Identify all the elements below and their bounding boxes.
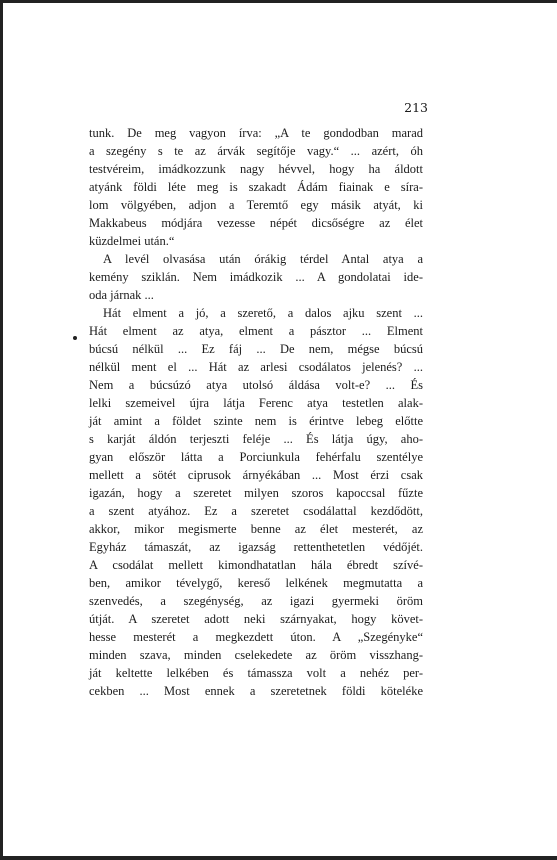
text-line: ját keltette lelkében és támassza volt a nehéz per- [89,666,423,680]
scan-edge-top [0,0,557,3]
text-line: akkor, mikor megismerte benne az élet mesterét, az [89,522,423,536]
scan-edge-bottom [0,856,557,860]
text-line: oda járnak ... [89,288,154,302]
text-line: ját amint a földet szinte nem is érintve lebeg előtte [89,414,423,428]
text-line: cekben ... Most ennek a szeretetnek földi köteléke [89,684,423,698]
text-line: atyánk földi léte meg is szakadt Ádám fiainak e síra- [89,180,423,194]
text-line: küzdelmei után.“ [89,234,175,248]
text-line: lom völgyében, adjon a Teremtő egy másik atyát, ki [89,198,423,212]
body-text [89,124,423,700]
text-line: Hát elment a jó, a szerető, a dalos ajku szent ... [103,306,423,320]
scan-edge-left [0,0,3,860]
text-line: s karját áldón terjeszti feléje ... És látja úgy, aho- [89,432,423,446]
text-line: Hát elment az atya, elment a pásztor ... Elment [89,324,423,338]
text-line: útját. A szeretet adott neki szárnyakat, hogy követ- [89,612,423,626]
text-line: kemény sziklán. Nem imádkozik ... A gondolatai ide- [89,270,423,284]
text-line: Nem a búcsúzó atya utolsó áldása volt-e? ... És [89,378,423,392]
text-line: gyan először látta a Porciunkula fehérfalu szentélye [89,450,423,464]
text-line: A csodálat mellett kimondhatatlan hála ébredt szívé- [89,558,423,572]
margin-dot-mark [73,336,77,340]
text-line: tunk. De meg vagyon írva: „A te gondodban marad [89,126,423,140]
text-line: testvéreim, imádkozzunk nagy hévvel, hogy ha áldott [89,162,423,176]
text-line: a szent atyához. Ez a szeretet csodálattal kezdődött, [89,504,423,518]
text-line: minden szava, minden cselekedete az öröm visszhang- [89,648,423,662]
text-line: szenvedés, a szegénység, az igazi gyermeki öröm [89,594,423,608]
text-line: búcsú nélkül ... Ez fáj ... De nem, mégse búcsú [89,342,423,356]
text-line: nélkül ment el ... Hát az arlesi csodálatos jelenés? ... [89,360,423,374]
text-line: lelki szemeivel újra látja Ferenc atya testetlen alak- [89,396,423,410]
text-line: ben, amikor tévelygő, kereső lelkének megmutatta a [89,576,423,590]
text-line: mellett a sötét ciprusok árnyékában ... Most érzi csak [89,468,423,482]
text-line: hesse mesterét a megkezdett úton. A „Szegényke“ [89,630,423,644]
text-line: Egyház támaszát, az igazság rettenthetetlen védőjét. [89,540,423,554]
text-line: a szegény s te az árvák segítője vagy.“ ... azért, óh [89,144,423,158]
text-line: Makkabeus módjára vezesse népét dicsőségre az élet [89,216,423,230]
text-line: A levél olvasása után órákig térdel Antal atya a [103,252,423,266]
page-number: 213 [404,100,428,115]
text-line: igazán, hogy a szeretet milyen szoros kapoccsal fűzte [89,486,423,500]
